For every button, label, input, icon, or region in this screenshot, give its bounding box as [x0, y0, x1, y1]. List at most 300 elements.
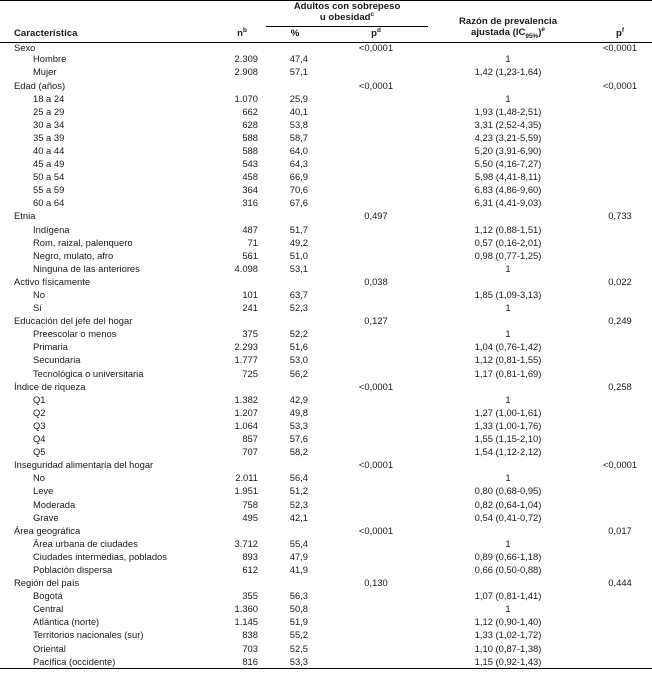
table-row-group [0, 275, 652, 288]
cell-percent: 41,9 [289, 563, 308, 575]
cell-p-crude [324, 249, 428, 262]
cell-prevalence-ratio: 0,82 (0,64-1,04) [474, 498, 542, 510]
cell-n: 2.309 [234, 53, 258, 65]
cell-prevalence-ratio: 0,66 (0,50-0,88) [474, 563, 542, 575]
cell-n: 1.360 [234, 603, 258, 615]
cell-n: 1.382 [234, 393, 258, 405]
row-label: Q5 [33, 446, 46, 458]
row-label: No [33, 472, 45, 484]
cell-p-crude [324, 92, 428, 105]
cell-p-crude [324, 367, 428, 380]
cell-percent: 25,9 [289, 92, 308, 104]
cell-p-crude [324, 171, 428, 184]
table-row [0, 249, 652, 262]
row-label: 30 a 34 [33, 118, 65, 130]
cell-p-adjusted [588, 406, 652, 419]
cell-p-adjusted [588, 249, 652, 262]
cell-prevalence-ratio: 1 [505, 53, 511, 65]
table-row [0, 92, 652, 105]
cell-prevalence-ratio [428, 315, 588, 328]
cell-n: 725 [242, 367, 258, 379]
cell-p-crude [324, 419, 428, 432]
cell-prevalence-ratio: 1,93 (1,48-2,51) [474, 105, 542, 117]
footnote-marker-d: d [376, 26, 381, 34]
cell-p-adjusted [588, 537, 652, 550]
cell-n: 101 [242, 289, 258, 300]
cell-percent: 64,3 [289, 158, 308, 170]
ci-subscript: 95% [525, 33, 539, 41]
cell-p-adjusted [588, 603, 652, 616]
cell-percent [266, 42, 324, 52]
cell-n [218, 577, 266, 590]
row-label: Activo físicamente [14, 275, 91, 287]
cell-n: 1.070 [234, 92, 258, 104]
cell-p-adjusted: 0,249 [608, 315, 632, 327]
cell-prevalence-ratio [428, 42, 588, 52]
cell-percent: 49,8 [289, 406, 308, 418]
cell-p-crude [324, 53, 428, 66]
cell-p-adjusted: 0,733 [608, 210, 632, 222]
cell-prevalence-ratio: 1,12 (0,90-1,40) [474, 616, 542, 628]
cell-p-adjusted [588, 590, 652, 603]
cell-percent [266, 380, 324, 393]
cell-n [218, 315, 266, 328]
table-row [0, 406, 652, 419]
column-header-p-crude: $p^d$ [371, 26, 381, 39]
cell-p-adjusted [588, 105, 652, 118]
cell-n: 703 [242, 642, 258, 654]
table-row-group [0, 210, 652, 223]
cell-prevalence-ratio: 1,33 (1,00-1,76) [474, 419, 542, 431]
table-row [0, 642, 652, 655]
cell-n: 1.777 [234, 354, 258, 366]
row-label: Preescolar o menos [33, 328, 117, 340]
cell-n: 487 [242, 223, 258, 235]
cell-p-crude [324, 590, 428, 603]
cell-prevalence-ratio [428, 459, 588, 472]
cell-percent: 52,3 [289, 498, 308, 510]
row-label: Sí [33, 302, 42, 314]
cell-percent: 57,1 [289, 66, 308, 78]
cell-prevalence-ratio: 1 [505, 302, 511, 314]
row-label: Q2 [33, 406, 46, 418]
cell-prevalence-ratio: 1,12 (0,88-1,51) [474, 223, 542, 235]
cell-p-adjusted [588, 171, 652, 184]
cell-p-adjusted [588, 616, 652, 629]
cell-p-crude: <0,0001 [358, 524, 394, 536]
cell-p-adjusted [588, 236, 652, 249]
cell-n: 4.098 [234, 262, 258, 274]
cell-prevalence-ratio: 0,98 (0,77-1,25) [474, 249, 542, 261]
table-row [0, 511, 652, 524]
cell-p-adjusted: 0,258 [608, 380, 632, 392]
cell-n: 662 [242, 105, 258, 117]
cell-p-crude [324, 642, 428, 655]
row-label: Indígena [33, 223, 70, 235]
row-label: Población dispersa [33, 563, 113, 575]
cell-n: 707 [242, 446, 258, 458]
row-label: Edad (años) [14, 79, 66, 91]
cell-n [218, 380, 266, 393]
cell-percent: 70,6 [289, 184, 308, 196]
table-row-group [0, 380, 652, 393]
cell-prevalence-ratio: 5,98 (4,41-8,11) [475, 171, 542, 183]
cell-n: 857 [242, 433, 258, 445]
cell-p-adjusted [588, 629, 652, 642]
cell-prevalence-ratio: 1,54 (1,12-2,12) [474, 446, 542, 458]
cell-p-crude [324, 184, 428, 197]
cell-p-adjusted [588, 563, 652, 576]
cell-percent: 53,3 [289, 419, 308, 431]
cell-n: 71 [247, 236, 258, 248]
cell-n: 355 [242, 590, 258, 602]
table-row [0, 302, 652, 315]
row-label: Moderada [33, 498, 76, 510]
cell-p-adjusted: 0,017 [608, 524, 632, 536]
cell-p-crude [324, 197, 428, 210]
row-label: Grave [33, 511, 59, 523]
cell-p-crude [324, 603, 428, 616]
table-row [0, 105, 652, 118]
table-row [0, 171, 652, 184]
cell-p-crude [324, 655, 428, 668]
table-row [0, 53, 652, 66]
table-row [0, 131, 652, 144]
cell-p-adjusted: <0,0001 [602, 41, 638, 53]
cell-n: 1.207 [234, 406, 258, 418]
cell-percent [266, 210, 324, 223]
table-row [0, 655, 652, 668]
cell-p-crude: 0,497 [364, 210, 388, 222]
cell-p-crude [324, 537, 428, 550]
cell-percent: 56,4 [289, 472, 308, 484]
cell-percent: 42,9 [289, 393, 308, 405]
cell-prevalence-ratio: 0,80 (0,68-0,95) [474, 485, 542, 497]
cell-prevalence-ratio: 1 [505, 262, 511, 274]
cell-p-adjusted [588, 432, 652, 445]
cell-prevalence-ratio [428, 79, 588, 92]
cell-prevalence-ratio: 6,31 (4,41-9,03) [474, 197, 542, 209]
cell-n: 838 [242, 629, 258, 641]
cell-p-crude: 0,038 [364, 275, 388, 287]
table-header [0, 1, 652, 43]
cell-p-crude: <0,0001 [358, 41, 394, 53]
cell-p-crude [324, 236, 428, 249]
cell-prevalence-ratio [428, 210, 588, 223]
footnote-marker-e: e [541, 26, 545, 34]
row-label: Q1 [33, 393, 46, 405]
cell-p-adjusted [588, 367, 652, 380]
cell-p-adjusted [588, 288, 652, 301]
table-row [0, 367, 652, 380]
table-row [0, 158, 652, 171]
cell-percent: 56,2 [289, 367, 308, 379]
cell-prevalence-ratio: 1,55 (1,15-2,10) [474, 433, 542, 445]
cell-prevalence-ratio: 0,57 (0,16-2,01) [474, 236, 542, 248]
cell-percent: 53,0 [289, 354, 308, 366]
column-header-p-adjusted: $p^f$ [588, 1, 652, 42]
cell-n: 561 [242, 249, 258, 261]
row-label: Central [33, 603, 64, 615]
cell-p-adjusted [588, 550, 652, 563]
row-label: Q3 [33, 419, 46, 431]
table-row [0, 66, 652, 79]
group-header-line1: Adultos con sobrepeso [293, 1, 401, 12]
cell-p-adjusted [588, 446, 652, 459]
row-label: Atlántica (norte) [33, 616, 100, 628]
cell-p-crude [324, 563, 428, 576]
cell-n: 543 [242, 158, 258, 170]
cell-percent: 55,4 [289, 537, 308, 549]
row-label: Ciudades intermedias, poblados [33, 550, 167, 562]
cell-percent [266, 79, 324, 92]
cell-p-adjusted [588, 92, 652, 105]
cell-p-crude [324, 406, 428, 419]
cell-prevalence-ratio: 5,50 (4,16-7,27) [474, 158, 542, 170]
row-label: Rom, raizal, palenquero [33, 236, 133, 248]
cell-p-crude [324, 432, 428, 445]
row-label: Leve [33, 485, 54, 497]
cell-n [218, 459, 266, 472]
row-label: Pacífica (occidente) [33, 655, 116, 667]
cell-n: 2.908 [234, 66, 258, 78]
cell-percent: 40,1 [289, 105, 308, 117]
cell-percent [266, 459, 324, 472]
table-row [0, 603, 652, 616]
cell-p-adjusted: 0,444 [608, 577, 632, 589]
table-row [0, 498, 652, 511]
table-row [0, 144, 652, 157]
cell-n: 612 [242, 563, 258, 575]
cell-p-adjusted [588, 328, 652, 341]
cell-percent [266, 275, 324, 288]
cell-n: 758 [242, 498, 258, 510]
cell-percent [266, 315, 324, 328]
row-label: Oriental [33, 642, 66, 654]
cell-p-crude [324, 144, 428, 157]
cell-p-crude [324, 262, 428, 275]
cell-p-crude: <0,0001 [358, 459, 394, 471]
cell-p-crude: 0,130 [364, 577, 388, 589]
cell-p-crude [324, 341, 428, 354]
cell-prevalence-ratio: 1 [505, 472, 511, 484]
cell-prevalence-ratio: 6,83 (4,86-9,60) [474, 184, 542, 196]
cell-p-adjusted [588, 354, 652, 367]
row-label: Negro, mulato, afro [33, 249, 114, 261]
row-label: Educación del jefe del hogar [14, 315, 133, 327]
row-label: Primaria [33, 341, 68, 353]
column-header-overweight-group [266, 1, 428, 27]
row-label: Región del país [14, 577, 80, 589]
row-label: Tecnológica o universitaria [33, 367, 144, 379]
cell-percent: 66,9 [289, 171, 308, 183]
row-label: 18 a 24 [33, 92, 65, 104]
row-label: Hombre [33, 53, 67, 65]
cell-percent: 58,7 [289, 131, 308, 143]
cell-p-crude [324, 105, 428, 118]
cell-prevalence-ratio [428, 275, 588, 288]
cell-p-adjusted [588, 223, 652, 236]
cell-percent: 53,1 [289, 262, 308, 274]
cell-p-crude [324, 472, 428, 485]
row-label: Ninguna de las anteriores [33, 262, 140, 274]
cell-percent: 56,3 [289, 590, 308, 602]
table-row [0, 393, 652, 406]
cell-n [218, 210, 266, 223]
pr-header-line1: Razón de prevalencia [458, 16, 558, 28]
row-label: Índice de riqueza [14, 380, 86, 392]
table-row [0, 197, 652, 210]
cell-p-adjusted [588, 53, 652, 66]
cell-p-crude [324, 485, 428, 498]
cell-n: 628 [242, 118, 258, 130]
cell-percent: 52,5 [289, 642, 308, 654]
table-row [0, 629, 652, 642]
cell-n [218, 275, 266, 288]
row-label: 45 a 49 [33, 158, 65, 170]
cell-p-crude [324, 446, 428, 459]
table-row [0, 341, 652, 354]
cell-prevalence-ratio: 1,12 (0,81-1,55) [474, 354, 542, 366]
row-label: Sexo [14, 41, 36, 53]
cell-n: 2.293 [234, 341, 258, 353]
cell-n: 588 [242, 131, 258, 143]
table-row-group [0, 42, 652, 52]
cell-n [218, 524, 266, 537]
cell-p-adjusted: 0,022 [608, 275, 632, 287]
cell-percent: 51,0 [289, 249, 308, 261]
cell-percent: 57,6 [289, 433, 308, 445]
row-label: Territorios nacionales (sur) [33, 629, 144, 641]
cell-n: 2.011 [235, 472, 258, 484]
cell-p-crude [324, 158, 428, 171]
cell-prevalence-ratio: 5,20 (3,91-6,90) [474, 144, 542, 156]
table-row-group [0, 524, 652, 537]
cell-percent: 47,9 [289, 550, 308, 562]
row-label: Inseguridad alimentaria del hogar [14, 459, 154, 471]
header-row-main [0, 1, 652, 27]
cell-percent: 51,9 [289, 616, 308, 628]
cell-percent: 58,2 [289, 446, 308, 458]
cell-percent: 50,8 [289, 603, 308, 615]
cell-prevalence-ratio [428, 524, 588, 537]
cell-percent [266, 577, 324, 590]
cell-percent: 52,3 [289, 302, 308, 314]
table-row [0, 590, 652, 603]
table-row [0, 236, 652, 249]
cell-p-crude [324, 223, 428, 236]
cell-percent: 53,8 [289, 118, 308, 130]
cell-p-adjusted [588, 131, 652, 144]
cell-percent: 47,4 [289, 53, 308, 65]
cell-prevalence-ratio: 1,27 (1,00-1,61) [474, 406, 542, 418]
table-row [0, 616, 652, 629]
cell-n [218, 42, 266, 52]
cell-n: 316 [242, 197, 258, 209]
footer-rule [0, 668, 652, 669]
table-row [0, 446, 652, 459]
pr-header-line2-pre: ajustada (IC [471, 27, 526, 39]
cell-n: 1.064 [234, 419, 258, 431]
table-row [0, 184, 652, 197]
cell-n: 495 [242, 511, 258, 523]
cell-p-crude [324, 328, 428, 341]
cell-n: 1.145 [234, 616, 258, 628]
table-row-group [0, 315, 652, 328]
table-footer [0, 668, 652, 669]
row-label: 40 a 44 [33, 144, 65, 156]
column-header-prevalence-ratio [428, 1, 588, 42]
cell-n: 1.951 [234, 485, 258, 497]
row-label: No [33, 289, 45, 300]
cell-p-crude: <0,0001 [358, 380, 394, 392]
cell-percent: 52,2 [289, 328, 308, 340]
cell-p-adjusted [588, 66, 652, 79]
cell-percent: 64,0 [289, 144, 308, 156]
cell-percent [266, 524, 324, 537]
cell-p-crude [324, 354, 428, 367]
cell-n: 364 [242, 184, 258, 196]
cell-p-crude [324, 550, 428, 563]
table-row [0, 550, 652, 563]
cell-n: 816 [242, 655, 258, 667]
cell-percent: 63,7 [289, 289, 308, 300]
table-body [0, 42, 652, 668]
table-row [0, 419, 652, 432]
row-label: Secundaria [33, 354, 81, 366]
cell-percent: 42,1 [289, 511, 308, 523]
cell-prevalence-ratio: 1 [505, 328, 511, 340]
cell-p-crude [324, 616, 428, 629]
cell-p-crude [324, 288, 428, 301]
footnote-marker-b: b [242, 26, 247, 34]
cell-p-crude: 0,127 [364, 315, 388, 327]
cell-prevalence-ratio: 1,04 (0,76-1,42) [474, 341, 542, 353]
cell-p-adjusted [588, 158, 652, 171]
cell-p-adjusted [588, 655, 652, 668]
row-label: Mujer [33, 66, 57, 78]
row-label: Área urbana de ciudades [33, 537, 138, 549]
cell-n: 893 [242, 550, 258, 562]
row-label: Bogotá [33, 590, 63, 602]
table-row [0, 472, 652, 485]
cell-prevalence-ratio: 3,31 (2,52-4,35) [474, 118, 542, 130]
cell-percent: 55,2 [289, 629, 308, 641]
cell-percent: 53,3 [289, 655, 308, 667]
cell-p-crude [324, 393, 428, 406]
cell-p-crude [324, 511, 428, 524]
cell-percent: 49,2 [289, 236, 308, 248]
table-row [0, 223, 652, 236]
cell-percent: 51,2 [289, 485, 308, 497]
table-row [0, 288, 652, 301]
cell-prevalence-ratio: 1,07 (0,81-1,41) [474, 590, 542, 602]
cell-p-adjusted [588, 118, 652, 131]
cell-prevalence-ratio: 0,89 (0,66-1,18) [474, 550, 542, 562]
table-row [0, 563, 652, 576]
table-row-group [0, 577, 652, 590]
cell-p-adjusted [588, 419, 652, 432]
cell-prevalence-ratio: 1,17 (0,81-1,69) [474, 367, 542, 379]
cell-n: 458 [242, 171, 258, 183]
cell-p-adjusted [588, 197, 652, 210]
cell-prevalence-ratio: 1 [505, 92, 511, 104]
cell-prevalence-ratio: 1,85 (1,09-3,13) [474, 289, 542, 300]
cell-p-crude: <0,0001 [358, 79, 394, 91]
cell-prevalence-ratio: 1 [505, 603, 511, 615]
row-label: 35 a 39 [33, 131, 65, 143]
cell-p-crude [324, 131, 428, 144]
